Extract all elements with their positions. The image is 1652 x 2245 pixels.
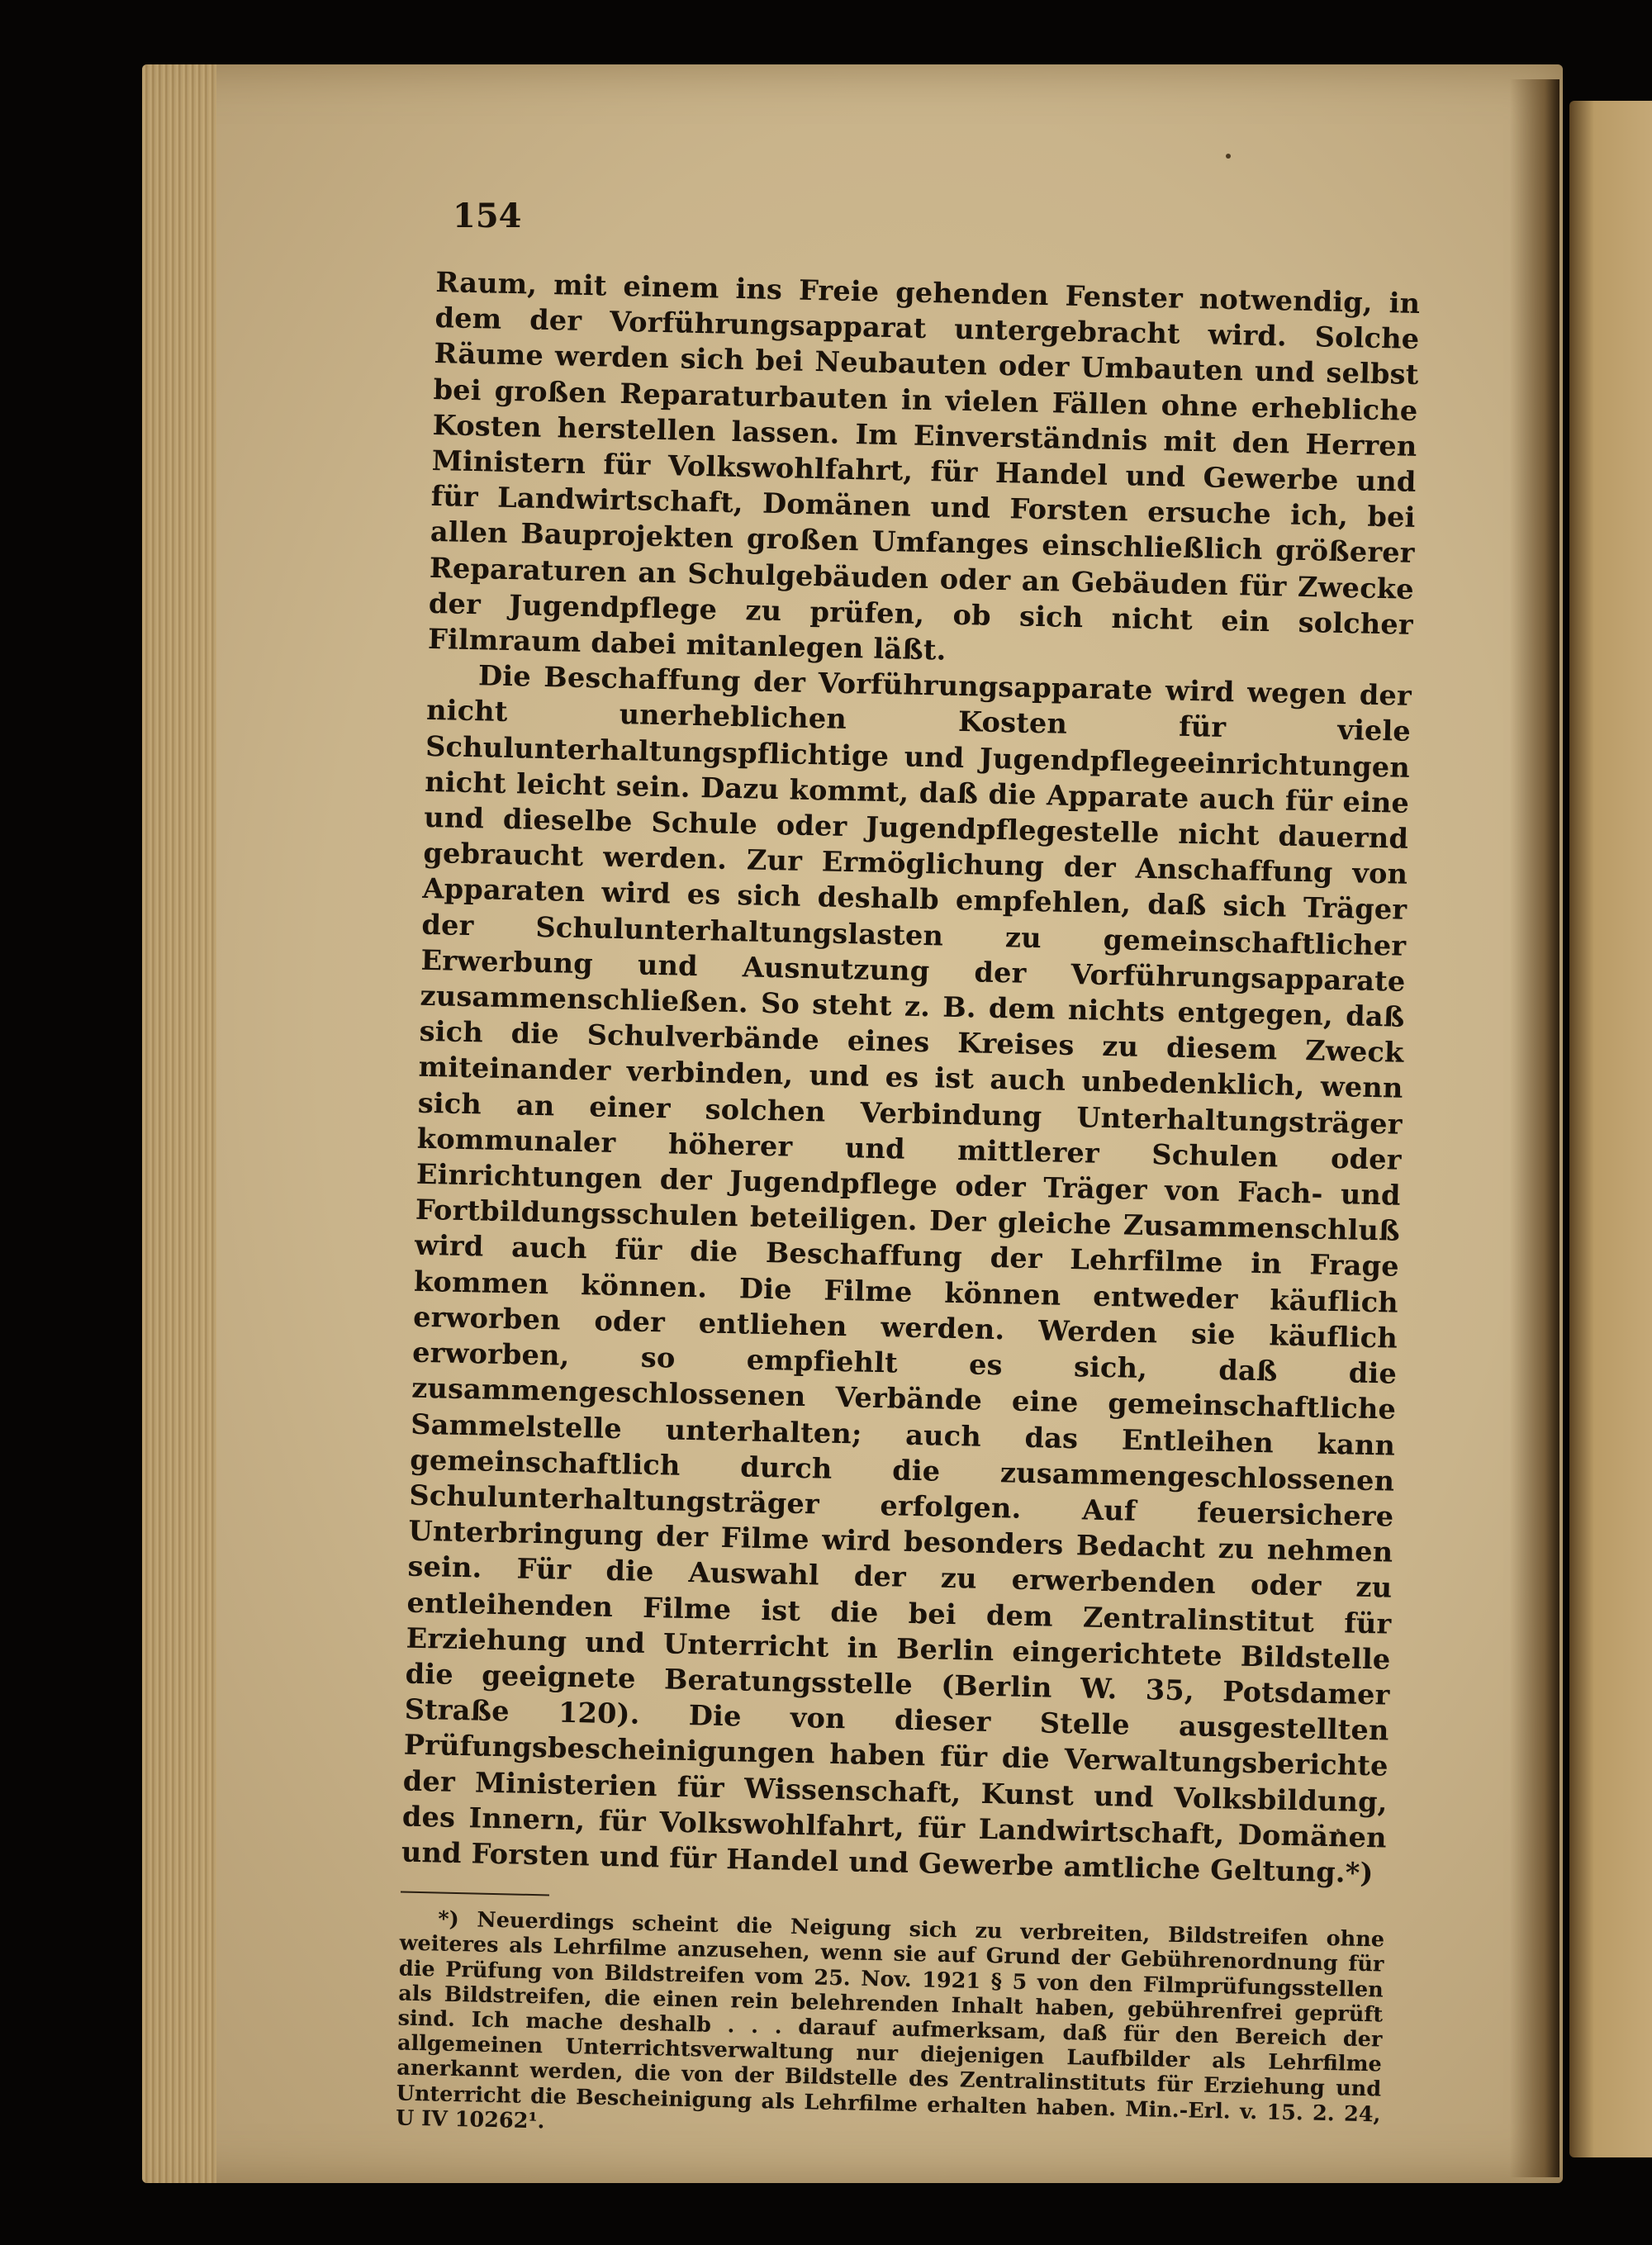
footnote: *) Neuerdings scheint die Neigung sich zu verbreiten, Bildstreifen ohne weiteres als Lehrfilme anzusehen, wenn sie auf Grund der Gebührenordnung für die Prüfung von Bildstreifen vom 25. Nov. 1921 § 5 von den Filmprüfungsstellen als Bildstreifen, die einen rein belehrenden Inhalt haben, gebührenfrei geprüft sind. Ich mache deshalb . . . darauf aufmerksam, daß für den Bereich der allgemeinen Unterrichtsverwaltung nur diejenigen Laufbilder als Lehrfilme anerkannt werden, die von der Bildstelle des Zentralinstituts für Erziehung und Unterricht die Bescheinigung als Lehrfilme erhalten haben. Min.-Erl. v. 15. 2. 24, U IV 10262¹.: [395, 1906, 1385, 2134]
page-stack-edge: [142, 64, 216, 2183]
page-number: 154: [453, 197, 522, 235]
adjacent-page-edge: [1569, 101, 1652, 2157]
body-text-block: [396, 264, 1421, 2152]
footnote-divider: [401, 1891, 549, 1896]
body-paragraph: Raum, mit einem ins Freie gehenden Fenster notwendig, in dem der Vorführungsapparat untergebracht wird. Solche Räume werden sich bei Neubauten oder Umbauten und selbst bei großen Reparaturbauten in vielen Fällen ohne erhebliche Kosten herstellen lassen. Im Einverständnis mit den Herren Ministern für Volkswohlfahrt, für Handel und Gewerbe und für Landwirtschaft, Domänen und Forsten ersuche ich, bei allen Bauprojekten großen Umfanges einschließlich größerer Reparaturen an Schulgebäuden oder an Gebäuden für Zwecke der Jugendpflege zu prüfen, ob sich nicht ein solcher Filmraum dabei mitanlegen läßt.: [427, 265, 1421, 667]
book-gutter-shadow: [1510, 79, 1559, 2177]
paper-speck: [1226, 154, 1231, 159]
body-paragraph: Die Beschaffung der Vorführungsapparate wird wegen der nicht unerheblichen Kosten für viele Schulunterhaltungspflichtige und Jugendpflegeeinrichtungen nicht leicht sein. Dazu kommt, daß die Apparate auch für eine und dieselbe Schule oder Jugendpflegestelle nicht dauernd gebraucht werden. Zur Ermöglichung der Anschaffung von Apparaten wird es sich deshalb empfehlen, daß sich Träger der Schulunterhaltungslasten zu gemeinschaftlicher Erwerbung und Ausnutzung der Vorführungsapparate zusammenschließen. So steht z. B. dem nichts entgegen, daß sich die Schulverbände eines Kreises zu diesem Zweck miteinander verbinden, und es ist auch unbedenklich, wenn sich an einer solchen Verbindung Unterhaltungsträger kommunaler höherer und mittlerer Schulen oder Einrichtungen der Jugendpflege oder Träger von Fach- und Fortbildungsschulen beteiligen. Der gleiche Zusammenschluß wird auch für die Beschaffung der Lehrfilme in Frage kommen können. Die Filme können entweder käuflich erworben oder entliehen werden. Werden sie käuflich erworben, so empfiehlt es sich, daß die zusammengeschlossenen Verbände eine gemeinschaftliche Sammelstelle unterhalten; auch das Entleihen kann gemeinschaftlich durch die zusammengeschlossenen Schulunterhaltungsträger erfolgen. Auf feuersichere Unterbringung der Filme wird besonders Bedacht zu nehmen sein. Für die Auswahl der zu erwerbenden oder zu entleihenden Filme ist die bei dem Zentralinstitut für Erziehung und Unterricht in Berlin eingerichtete Bildstelle die geeignete Beratungsstelle (Berlin W. 35, Potsdamer Straße 120). Die von dieser Stelle ausgestellten Prüfungsbescheinigungen haben für die Verwaltungsberichte der Ministerien für Wissenschaft, Kunst und Volksbildung, des Innern, für Volkswohlfahrt, für Landwirtschaft, Domänen und Forsten und für Handel und Gewerbe amtliche Geltung.*): [401, 659, 1412, 1890]
